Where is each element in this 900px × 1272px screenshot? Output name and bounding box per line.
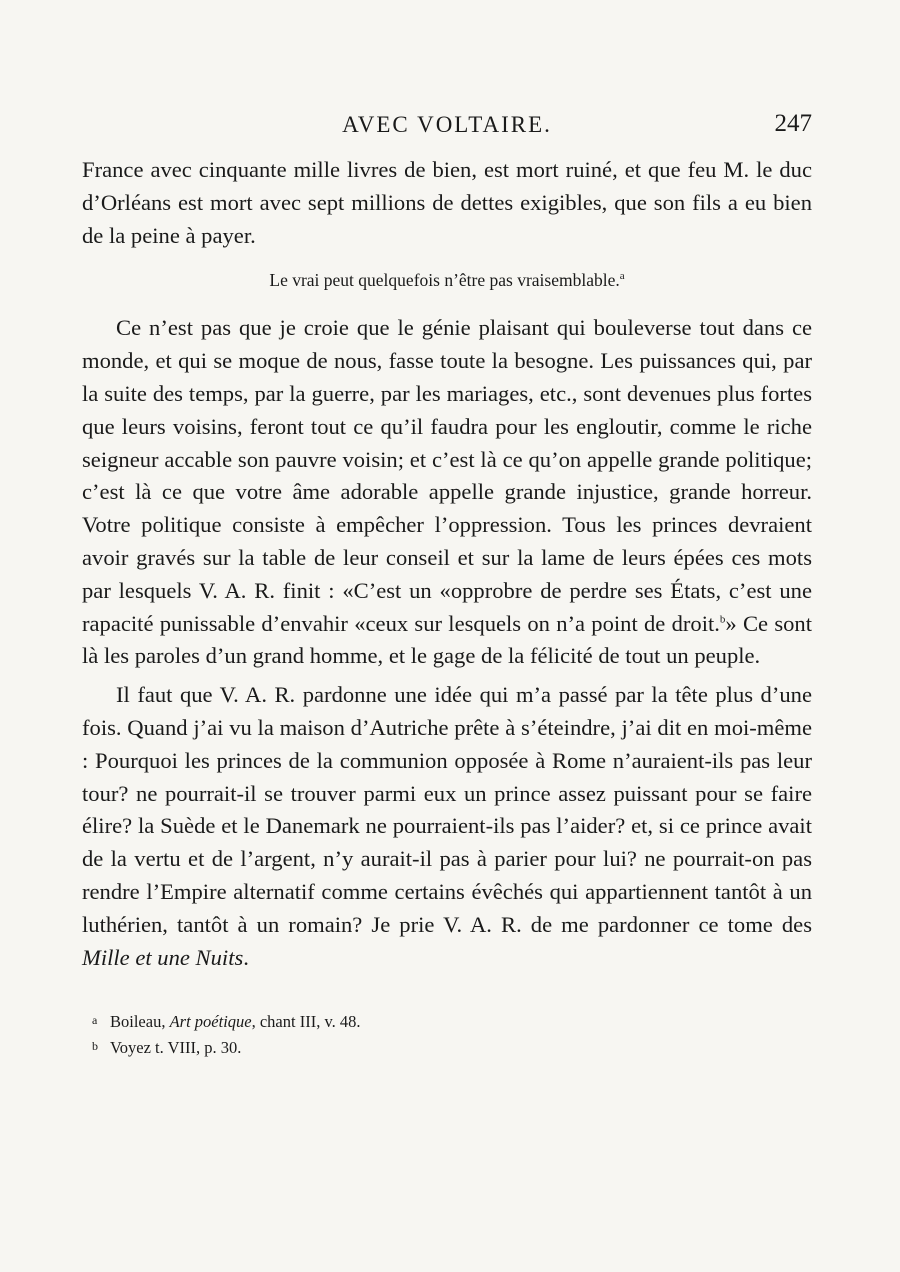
- paragraph-3-text-b: .: [243, 944, 249, 970]
- footnote-italic-title: Art poétique: [169, 1012, 252, 1032]
- book-page: [82, 108, 812, 1060]
- running-title: AVEC VOLTAIRE.: [342, 112, 552, 137]
- footnote-ref-a: a: [619, 270, 625, 283]
- paragraph-2: [82, 312, 812, 673]
- paragraph-3-text-a: Il faut que V. A. R. pardonne une idée qui m’a passé par la tête plus d’une fois. Quand j’ai vu la maison d’Autriche prête à s’éteindre, j’ai dit en moi-même : Pourquoi les princes de la communion opposée à Rome n’auraient-ils pas leur tour? ne pourrait-il se trouver parmi eux un prince assez puissant pour se faire élire? la Suède et le Danemark ne pourraient-ils pas l’aider? et, si ce prince avait de la vertu et de l’argent, n’y aurait-il pas à parier pour lui? ne pourrait-on pas rendre l’Empire alternatif comme certains évêchés qui appartiennent tantôt à un luthérien, tantôt à un romain? Je prie V. A. R. de me pardonner ce tome des: [82, 682, 812, 937]
- footnotes: [82, 1008, 812, 1060]
- page-number: 247: [774, 110, 812, 137]
- footnote-ref-b: b: [719, 613, 726, 626]
- paragraph-continuation: [82, 154, 812, 252]
- footnote-b: [82, 1034, 812, 1060]
- footnote-text: Voyez t. VIII, p. 30.: [110, 1038, 242, 1058]
- paragraph-3: [82, 679, 812, 974]
- paragraph-2-text-b: » Ce sont là les paroles d’un grand homme, et le gage de la félicité de tout un peuple.: [82, 610, 812, 669]
- running-head: [82, 108, 812, 148]
- quote-text: Le vrai peut quelquefois n’être pas vraisemblable.: [269, 270, 620, 291]
- epigraph-quote: [82, 268, 812, 292]
- paragraph-2-text-a: Ce n’est pas que je croie que le génie plaisant qui bouleverse tout dans ce monde, et qui se moque de nous, fasse toute la besogne. Les puissances qui, par la suite des temps, par la guerre, par les mariages, etc., sont devenues plus fortes que leurs voisins, feront tout ce qu’il faudra pour les engloutir, comme le riche seigneur accable son pauvre voisin; et c’est là ce qu’on appelle grande politique; c’est là ce que votre âme adorable appelle grande injustice, grande horreur. Votre politique consiste à empêcher l’oppression. Tous les princes devraient avoir gravés sur la table de leur conseil et sur la lame de leurs épées ces mots par lesquels V. A. R. finit : «C’est un «opprobre de perdre ses États, c’est une rapacité punissable d’envahir «ceux sur lesquels on n’a point de droit.: [82, 315, 812, 636]
- footnote-text-end: , chant III, v. 48.: [251, 1012, 361, 1032]
- footnote-mark: a: [92, 1013, 98, 1028]
- paragraph-1-text: France avec cinquante mille livres de bien, est mort ruiné, et que feu M. le duc d’Orléans est mort avec sept millions de dettes exigibles, que son fils a eu bien de la peine à payer.: [82, 157, 812, 248]
- footnote-mark: b: [92, 1039, 98, 1054]
- footnote-a: [82, 1008, 812, 1034]
- footnote-text: Boileau,: [110, 1012, 170, 1032]
- work-title-italic: Mille et une Nuits: [82, 944, 244, 970]
